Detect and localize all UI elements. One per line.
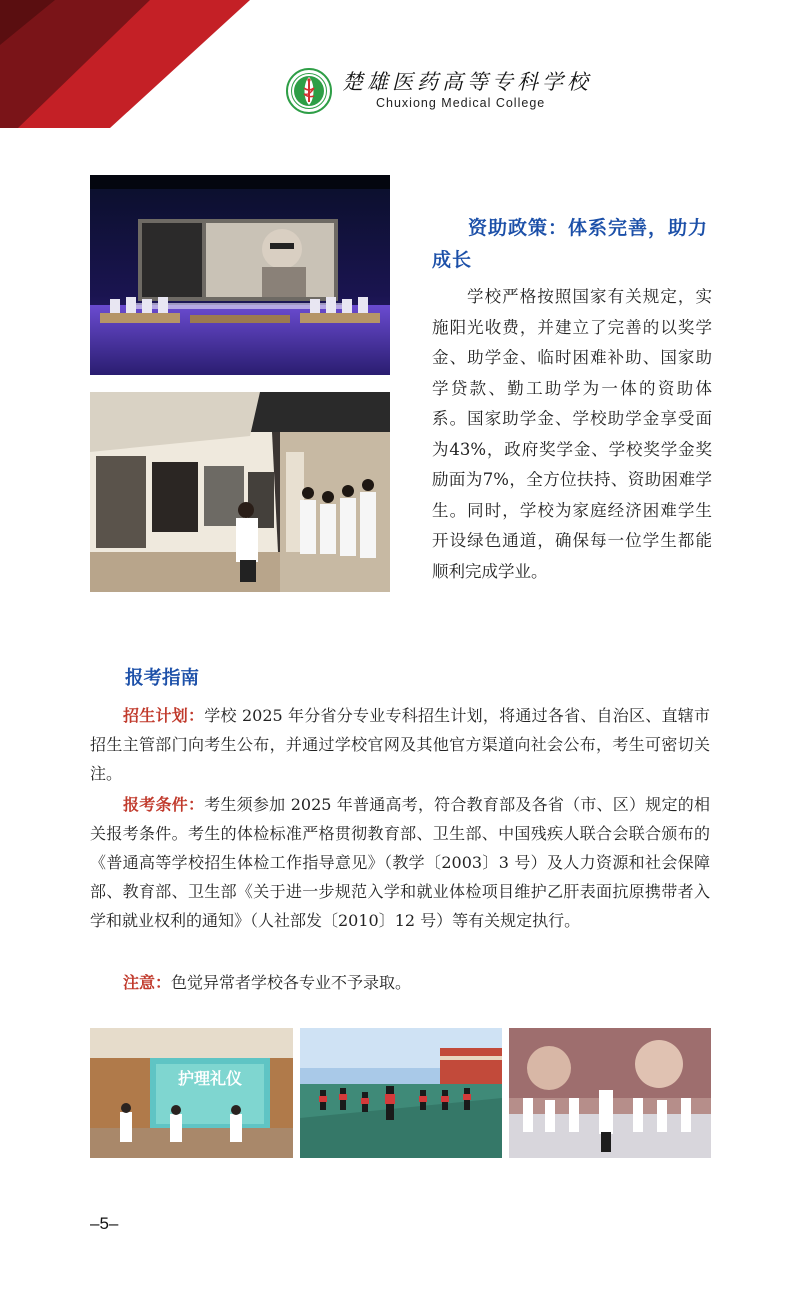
banner-text: 护理礼仪 <box>177 1069 243 1088</box>
guide-section-title: 报考指南 <box>125 668 200 689</box>
corner-decoration <box>0 0 250 128</box>
application-conditions-paragraph <box>90 790 710 935</box>
page-number: –5– <box>90 1214 119 1233</box>
school-name-en: Chuxiong Medical College <box>376 96 546 110</box>
note-text: 色觉异常者学校各专业不予录取。 <box>171 973 412 992</box>
school-name-cn: 楚雄医药高等专科学校 <box>342 70 592 94</box>
application-conditions-label: 报考条件： <box>123 795 205 814</box>
funding-paragraph: 学校严格按照国家有关规定，实施阳光收费，并建立了完善的以奖学金、助学金、临时困难补助、国家助学贷款、勤工助学为一体的资助体系。国家助学金、学校助学金享受面为43%，政府奖学金、学校奖学金奖励面为7%，全方位扶持、资助困难学生。同时，学校为家庭经济困难学生开设绿色通道，确保每一位学生都能顺利完成学业。 <box>432 287 712 581</box>
application-conditions-text: 考生须参加 2025 年普通高考，符合教育部及各省（市、区）规定的相关报考条件。考生的体检标准严格贯彻教育部、卫生部、中国残疾人联合会联合颁布的《普通高等学校招生体检工作指导意见》（教学〔2003〕3 号）及人力资源和社会保障部、教育部、卫生部《关于进一步规范入学和就业体检项目维护乙肝表面抗原携带者入学和就业权利的通知》（人社部发〔2010〕12 号）等有关规定执行。 <box>90 795 710 930</box>
enrollment-plan-paragraph <box>90 701 710 788</box>
nurses-performance-photo <box>509 1028 711 1158</box>
funding-section-title: 资助政策：体系完善，助力成长 <box>432 217 709 271</box>
group-dance-photo <box>300 1028 502 1158</box>
stage-performance-photo <box>90 175 390 375</box>
note-label: 注意： <box>123 973 172 992</box>
enrollment-plan-text: 学校 2025 年分省分专业专科招生计划，将通过各省、自治区、直辖市招生主管部门向考生公布，并通过学校官网及其他官方渠道向社会公布，考生可密切关注。 <box>90 706 710 783</box>
exhibition-photo <box>90 392 390 592</box>
nursing-etiquette-photo <box>90 1028 293 1158</box>
header-brand <box>286 66 592 116</box>
enrollment-plan-label: 招生计划： <box>123 706 205 725</box>
school-emblem-icon <box>286 68 332 114</box>
note-paragraph <box>90 968 710 997</box>
